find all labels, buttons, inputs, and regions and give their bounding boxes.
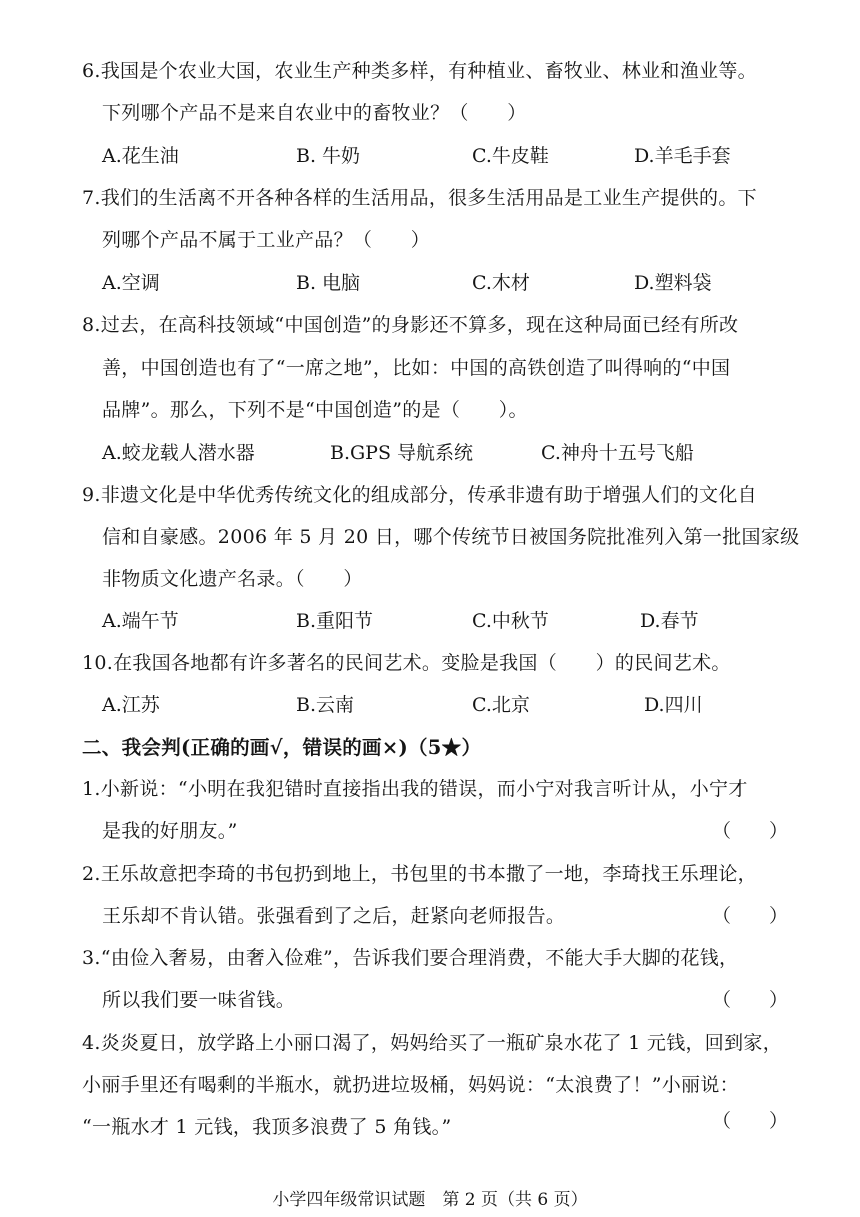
question-text-line: 品牌”。那么，下列不是“中国创造”的是（ ）。 bbox=[102, 399, 528, 421]
option-b: B. 牛奶 bbox=[296, 145, 361, 167]
question-text-line: 10.在我国各地都有许多著名的民间艺术。变脸是我国（ ）的民间艺术。 bbox=[82, 652, 731, 674]
question-text-line: 是我的好朋友。” bbox=[102, 820, 238, 842]
question-text-line: 非物质文化遗产名录。（ ） bbox=[102, 568, 363, 590]
option-b: B.云南 bbox=[296, 694, 355, 716]
option-b: B.GPS 导航系统 bbox=[330, 442, 474, 464]
option-b: B. 电脑 bbox=[296, 272, 361, 294]
option-c: C.神舟十五号飞船 bbox=[541, 442, 694, 464]
question-text-line: “一瓶水才 1 元钱，我顶多浪费了 5 角钱。” bbox=[82, 1116, 452, 1138]
question-text-line: 信和自豪感。2006 年 5 月 20 日，哪个传统节日被国务院批准列入第一批国家级 bbox=[102, 526, 800, 548]
question-text-line: 下列哪个产品不是来自农业中的畜牧业？（ ） bbox=[102, 102, 527, 124]
option-a: A.江苏 bbox=[102, 694, 160, 716]
option-a: A.端午节 bbox=[102, 610, 179, 632]
question-text-line: 小丽手里还有喝剩的半瓶水，就扔进垃圾桶，妈妈说：“太浪费了！”小丽说： bbox=[82, 1074, 739, 1096]
option-d: D.羊毛手套 bbox=[634, 145, 731, 167]
section-two-title: 二、我会判(正确的画√，错误的画×)（5★） bbox=[82, 736, 482, 759]
option-c: C.牛皮鞋 bbox=[472, 145, 549, 167]
option-c: C.木材 bbox=[472, 272, 530, 294]
question-text-line: 2.王乐故意把李琦的书包扔到地上，书包里的书本撒了一地，李琦找王乐理论， bbox=[82, 863, 757, 885]
question-text-line: 7.我们的生活离不开各种各样的生活用品，很多生活用品是工业生产提供的。下 bbox=[82, 187, 757, 209]
option-d: D.春节 bbox=[640, 610, 699, 632]
option-d: D.四川 bbox=[644, 694, 703, 716]
question-text-line: 4.炎炎夏日，放学路上小丽口渴了，妈妈给买了一瓶矿泉水花了 1 元钱，回到家， bbox=[82, 1032, 782, 1054]
question-text-line: 列哪个产品不属于工业产品？（ ） bbox=[102, 229, 431, 251]
question-text-line: 所以我们要一味省钱。 bbox=[102, 989, 296, 1011]
option-a: A.花生油 bbox=[102, 145, 179, 167]
question-text-line: 3.“由俭入奢易，由奢入俭难”，告诉我们要合理消费，不能大手大脚的花钱， bbox=[82, 947, 739, 969]
question-text-line: 8.过去，在高科技领域“中国创造”的身影还不算多，现在这种局面已经有所改 bbox=[82, 314, 739, 336]
option-b: B.重阳节 bbox=[296, 610, 374, 632]
page-footer: 小学四年级常识试题 第 2 页（共 6 页） bbox=[272, 1190, 588, 1210]
question-text-line: 1.小新说：“小明在我犯错时直接指出我的错误，而小宁对我言听计从，小宁才 bbox=[82, 778, 748, 800]
option-c: C.北京 bbox=[472, 694, 530, 716]
option-c: C.中秋节 bbox=[472, 610, 549, 632]
option-a: A.蛟龙载人潜水器 bbox=[102, 442, 255, 464]
answer-parentheses: （ ） bbox=[712, 989, 789, 1011]
question-text-line: 王乐却不肯认错。张强看到了之后，赶紧向老师报告。 bbox=[102, 905, 566, 927]
question-text-line: 9.非遗文化是中华优秀传统文化的组成部分，传承非遗有助于增强人们的文化自 bbox=[82, 484, 757, 506]
answer-parentheses: （ ） bbox=[712, 905, 789, 927]
option-a: A.空调 bbox=[102, 272, 160, 294]
option-d: D.塑料袋 bbox=[634, 272, 712, 294]
answer-parentheses: （ ） bbox=[712, 820, 789, 842]
answer-parentheses: （ ） bbox=[712, 1110, 789, 1132]
question-text-line: 6.我国是个农业大国，农业生产种类多样，有种植业、畜牧业、林业和渔业等。 bbox=[82, 60, 757, 82]
question-text-line: 善，中国创造也有了“一席之地”，比如：中国的高铁创造了叫得响的“中国 bbox=[102, 357, 731, 379]
